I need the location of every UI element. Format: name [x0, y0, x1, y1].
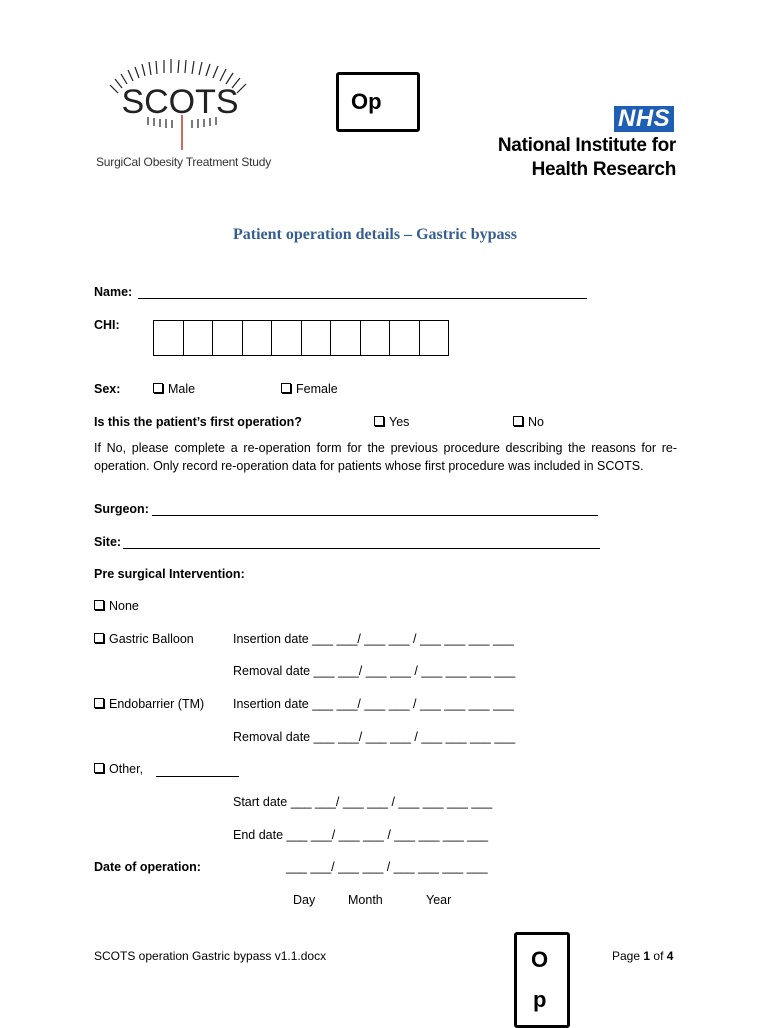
date-blank[interactable]: ___ ___/ ___ ___ / ___ ___ ___ ___: [312, 697, 514, 711]
nhs-badge: NHS: [614, 106, 674, 132]
sex-male-option[interactable]: [153, 382, 195, 396]
op-label: Op: [351, 89, 382, 114]
day-caption: Day: [293, 893, 316, 907]
page-prefix: Page: [612, 949, 641, 963]
endobarrier-label: Endobarrier (TM): [109, 697, 205, 711]
other-start-date[interactable]: [233, 795, 492, 809]
chi-number-grid[interactable]: [153, 320, 449, 356]
page-title: Patient operation details – Gastric bypass: [233, 226, 517, 243]
page-total: 4: [666, 949, 674, 963]
year-caption: Year: [426, 893, 452, 907]
other-end-date[interactable]: [233, 828, 488, 842]
month-caption: Month: [348, 893, 383, 907]
date-of-operation-field[interactable]: ___ ___/ ___ ___ / ___ ___ ___ ___: [286, 860, 488, 874]
date-blank[interactable]: ___ ___/ ___ ___ / ___ ___ ___ ___: [313, 664, 516, 678]
scots-logo: [108, 55, 268, 155]
nihr-line2: Health Research: [531, 159, 676, 180]
reoperation-instruction: If No, please complete a re-operation form for the previous procedure describing the reasons for re-operation. Only record re-operation data for patients whose first procedure was included in SCOTS.: [94, 441, 677, 473]
female-label: Female: [296, 382, 338, 396]
sex-female-option[interactable]: [281, 382, 338, 396]
start-date-label: Start date: [233, 795, 288, 809]
chi-digit-cell[interactable]: [184, 321, 214, 355]
surgeon-field[interactable]: [152, 514, 598, 516]
chi-label: CHI:: [94, 318, 120, 332]
name-field[interactable]: [138, 297, 587, 299]
chi-digit-cell[interactable]: [302, 321, 332, 355]
sex-label: Sex:: [94, 382, 121, 396]
checkbox-none[interactable]: [94, 600, 104, 610]
chi-digit-cell[interactable]: [272, 321, 302, 355]
chi-digit-cell[interactable]: [243, 321, 273, 355]
first-operation-question: Is this the patient’s first operation?: [94, 415, 302, 429]
page-of: of: [653, 949, 664, 963]
no-label: No: [528, 415, 544, 429]
gastric-balloon-label: Gastric Balloon: [109, 632, 194, 646]
chi-digit-cell[interactable]: [361, 321, 391, 355]
male-label: Male: [168, 382, 196, 396]
gastric-balloon-removal-date[interactable]: [233, 664, 515, 678]
checkbox-no[interactable]: [513, 416, 523, 426]
removal-date-label: Removal date: [233, 730, 311, 744]
yes-label: Yes: [389, 415, 410, 429]
scots-subtitle: SurgiCal Obesity Treatment Study: [96, 155, 272, 169]
checkbox-other[interactable]: [94, 763, 104, 773]
other-label: Other,: [109, 762, 144, 776]
page-current: 1: [643, 949, 651, 963]
checkbox-gastric-balloon[interactable]: [94, 633, 104, 643]
chi-digit-cell[interactable]: [390, 321, 420, 355]
first-op-no-option[interactable]: [513, 415, 544, 429]
scots-wordmark: SCOTS: [121, 83, 239, 121]
page-number: [612, 949, 673, 963]
date-blank[interactable]: ___ ___/ ___ ___ / ___ ___ ___ ___: [290, 795, 493, 809]
site-label: Site:: [94, 535, 122, 549]
removal-date-label: Removal date: [233, 664, 311, 678]
date-of-operation-label: Date of operation:: [94, 860, 201, 874]
end-date-label: End date: [233, 828, 284, 842]
checkbox-endobarrier[interactable]: [94, 698, 104, 708]
pre-surgical-label: Pre surgical Intervention:: [94, 567, 245, 581]
scots-logo-graphic: [108, 55, 268, 155]
checkbox-male[interactable]: [153, 383, 163, 393]
name-label: Name:: [94, 285, 133, 299]
first-op-yes-option[interactable]: [374, 415, 409, 429]
none-label: None: [109, 599, 139, 613]
insertion-date-label: Insertion date: [233, 632, 309, 646]
gastric-balloon-insertion-date[interactable]: [233, 632, 514, 646]
checkbox-yes[interactable]: [374, 416, 384, 426]
footer-op-line1: O: [531, 947, 549, 972]
op-box-footer: [514, 932, 570, 1028]
footer-filename: SCOTS operation Gastric bypass v1.1.docx: [94, 949, 327, 963]
insertion-date-label: Insertion date: [233, 697, 309, 711]
chi-digit-cell[interactable]: [154, 321, 184, 355]
gastric-balloon-option[interactable]: [94, 632, 194, 646]
date-blank[interactable]: ___ ___/ ___ ___ / ___ ___ ___ ___: [312, 632, 514, 646]
other-field[interactable]: [156, 775, 239, 777]
endobarrier-removal-date[interactable]: [233, 730, 515, 744]
nihr-logo-text: [440, 134, 676, 182]
nihr-line1: National Institute for: [497, 135, 676, 156]
checkbox-female[interactable]: [281, 383, 291, 393]
surgeon-label: Surgeon:: [94, 502, 149, 516]
chi-digit-cell[interactable]: [331, 321, 361, 355]
chi-digit-cell[interactable]: [213, 321, 243, 355]
endobarrier-insertion-date[interactable]: [233, 697, 514, 711]
date-blank[interactable]: ___ ___/ ___ ___ / ___ ___ ___ ___: [286, 828, 489, 842]
none-option[interactable]: [94, 599, 139, 613]
endobarrier-option[interactable]: [94, 697, 204, 711]
chi-digit-cell[interactable]: [420, 321, 449, 355]
op-box-header: [336, 72, 420, 132]
date-blank[interactable]: ___ ___/ ___ ___ / ___ ___ ___ ___: [313, 730, 516, 744]
other-option[interactable]: [94, 762, 143, 776]
site-field[interactable]: [123, 547, 600, 549]
footer-op-line2: p: [533, 987, 547, 1012]
